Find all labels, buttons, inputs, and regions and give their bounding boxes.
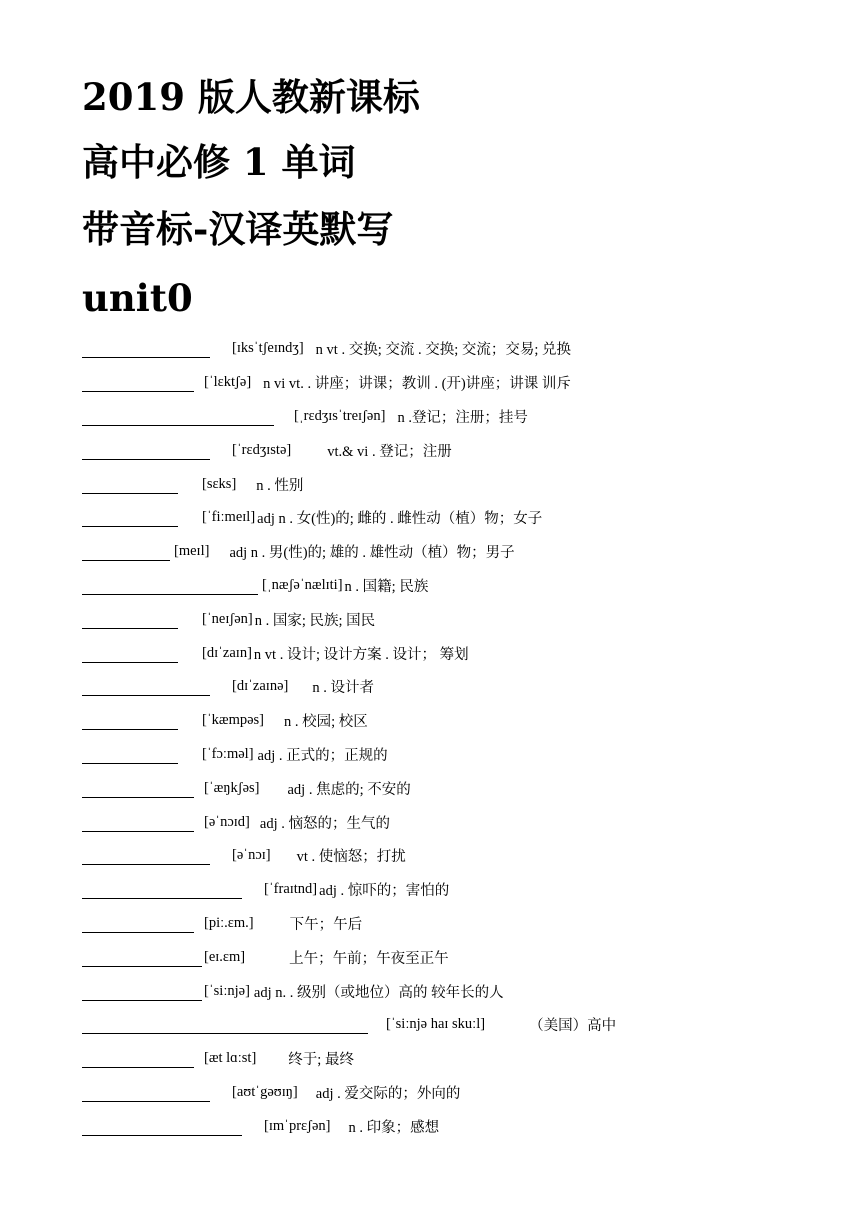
title-line-3: 带音标-汉译英默写 <box>82 207 394 251</box>
answer-blank[interactable] <box>82 817 194 832</box>
meaning: adj n . 女(性)的; 雌的 . 雌性动（植）物；女子 <box>257 511 543 528</box>
meaning: adj . 爱交际的；外向的 <box>315 1085 461 1102</box>
answer-blank[interactable] <box>82 884 242 899</box>
phonetic: [ˈkæmpəs] <box>202 712 265 729</box>
meaning: n vi vt. . 讲座；讲课；教训 . (开)讲座；讲课 训斥 <box>263 376 571 393</box>
answer-blank[interactable] <box>82 580 258 595</box>
phonetic: [ˈfɔːməl] <box>202 745 254 762</box>
phonetic: [ɪksˈtʃeɪndʒ] <box>232 340 304 357</box>
meaning: adj . 正式的；正规的 <box>257 747 388 764</box>
answer-blank[interactable] <box>82 445 210 460</box>
meaning: 下午；午后 <box>289 916 363 933</box>
answer-blank[interactable] <box>82 749 178 764</box>
answer-blank[interactable] <box>82 850 210 865</box>
meaning: n . 设计者 <box>312 680 374 697</box>
meaning: 上午；午前；午夜至正午 <box>289 950 449 967</box>
meaning: vt.& vi . 登记；注册 <box>327 443 452 460</box>
answer-blank[interactable] <box>82 648 178 663</box>
meaning: vt . 使恼怒；打扰 <box>296 849 406 866</box>
phonetic: [ˈsiːnjə] <box>204 982 250 999</box>
phonetic: [meɪl] <box>174 543 210 560</box>
answer-blank[interactable] <box>82 918 194 933</box>
vocab-row <box>82 636 842 670</box>
phonetic: [dɪˈzaɪn] <box>202 644 252 661</box>
phonetic: [ɪmˈprɛʃən] <box>264 1117 331 1134</box>
phonetic: [ˈfraɪtnd] <box>264 881 318 898</box>
answer-blank[interactable] <box>82 479 178 494</box>
vocab-row <box>82 670 842 704</box>
answer-blank[interactable] <box>82 1121 242 1136</box>
vocab-row <box>82 940 842 974</box>
vocab-row <box>82 467 842 501</box>
meaning: adj . 惊吓的；害怕的 <box>319 883 450 900</box>
title-line-2: 高中必修 1 单词 <box>82 140 356 184</box>
phonetic: [ˌrɛdʒɪsˈtreɪʃən] <box>294 407 386 424</box>
vocab-row <box>82 400 842 434</box>
vocab-row <box>82 501 842 535</box>
vocab-row <box>82 805 842 839</box>
vocab-row <box>82 873 842 907</box>
vocab-row <box>82 839 842 873</box>
answer-blank[interactable] <box>82 681 210 696</box>
phonetic: [ˈsiːnjə haɪ skuːl] <box>386 1016 486 1033</box>
phonetic: [ˈfiːmeɪl] <box>202 509 256 526</box>
vocab-row <box>82 332 842 366</box>
meaning: adj n . 男(性)的; 雄的 . 雄性动（植）物；男子 <box>229 545 515 562</box>
phonetic: [ˈneɪʃən] <box>202 610 253 627</box>
vocab-row <box>82 602 842 636</box>
phonetic: [piː.ɛm.] <box>204 914 254 931</box>
answer-blank[interactable] <box>82 986 202 1001</box>
vocab-row <box>82 535 842 569</box>
answer-blank[interactable] <box>82 512 178 527</box>
phonetic: [ˈæŋkʃəs] <box>204 779 260 796</box>
meaning: n . 校园; 校区 <box>284 714 368 731</box>
vocab-row <box>82 704 842 738</box>
phonetic: [ˈrɛdʒɪstə] <box>232 441 292 458</box>
vocab-row <box>82 433 842 467</box>
meaning: n . 国家; 民族; 国民 <box>254 612 376 629</box>
answer-blank[interactable] <box>82 952 202 967</box>
answer-blank[interactable] <box>82 411 274 426</box>
meaning: n . 性别 <box>256 477 304 494</box>
meaning: n . 国籍; 民族 <box>344 578 429 595</box>
phonetic: [eɪ.ɛm] <box>204 948 246 965</box>
title-line-1: 2019 版人教新课标 <box>82 75 420 119</box>
vocab-row <box>82 366 842 400</box>
phonetic: [əˈnɔɪd] <box>204 813 250 830</box>
phonetic: [ˈlɛktʃə] <box>204 374 252 391</box>
answer-blank[interactable] <box>82 1053 194 1068</box>
meaning: n vt . 交换; 交流 . 交换; 交流；交易; 兑换 <box>315 342 572 359</box>
answer-blank[interactable] <box>82 614 178 629</box>
vocab-row <box>82 974 842 1008</box>
answer-blank[interactable] <box>82 377 194 392</box>
meaning: n vt . 设计; 设计方案 . 设计； 筹划 <box>253 646 469 663</box>
meaning: （美国）高中 <box>529 1018 617 1035</box>
vocab-row <box>82 907 842 941</box>
vocab-row <box>82 1109 842 1143</box>
meaning: adj . 恼怒的；生气的 <box>259 815 390 832</box>
vocab-row <box>82 1008 842 1042</box>
vocab-row <box>82 569 842 603</box>
phonetic: [aʊtˈgəʊɪŋ] <box>232 1083 298 1100</box>
answer-blank[interactable] <box>82 343 210 358</box>
vocab-row <box>82 771 842 805</box>
vocab-list <box>82 332 842 1143</box>
vocab-row <box>82 738 842 772</box>
answer-blank[interactable] <box>82 783 194 798</box>
vocab-row <box>82 1076 842 1110</box>
answer-blank[interactable] <box>82 546 170 561</box>
meaning: adj n. . 级别（或地位）高的 较年长的人 <box>253 984 504 1001</box>
phonetic: [sɛks] <box>202 475 237 492</box>
meaning: 终于; 最终 <box>288 1052 354 1069</box>
answer-blank[interactable] <box>82 1019 368 1034</box>
unit-heading: unit0 <box>82 276 193 320</box>
meaning: n . 印象；感想 <box>348 1119 440 1136</box>
answer-blank[interactable] <box>82 1087 210 1102</box>
vocab-row <box>82 1042 842 1076</box>
phonetic: [ˌnæʃəˈnælɪti] <box>262 576 343 593</box>
phonetic: [dɪˈzaɪnə] <box>232 678 289 695</box>
phonetic: [əˈnɔɪ] <box>232 847 271 864</box>
meaning: n .登记；注册；挂号 <box>397 409 528 426</box>
meaning: adj . 焦虑的; 不安的 <box>287 781 411 798</box>
phonetic: [æt lɑːst] <box>204 1050 257 1067</box>
answer-blank[interactable] <box>82 715 178 730</box>
